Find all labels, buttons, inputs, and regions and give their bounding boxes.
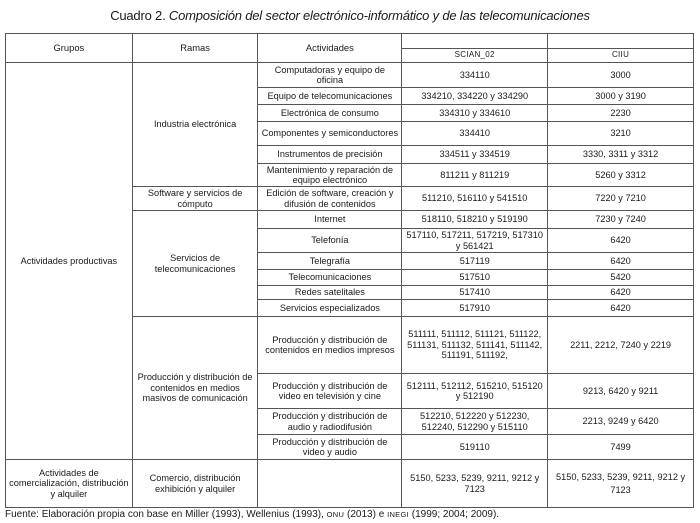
scian-cell: 512210, 512220 y 512230, 512240, 512290 y 515110 <box>402 409 548 435</box>
activity-cell: Edición de software, creación y difusión de contenidos <box>258 187 402 211</box>
scian-cell: 334110 <box>402 63 548 88</box>
group-cell: Actividades productivas <box>6 63 133 460</box>
scian-cell: 517119 <box>402 253 548 270</box>
ciiu-cell: 6420 <box>548 253 694 270</box>
activity-cell: Internet <box>258 211 402 229</box>
branch-cell: Software y servicios de cómputo <box>132 187 258 211</box>
scian-cell: 511210, 516110 y 541510 <box>402 187 548 211</box>
activity-cell: Producción y distribución de video y audio <box>258 435 402 460</box>
title-italic: Composición del sector electrónico-informático y de las telecomunicaciones <box>168 8 590 23</box>
ciiu-cell: 7230 y 7240 <box>548 211 694 229</box>
ciiu-cell: 3330, 3311 y 3312 <box>548 146 694 164</box>
branch-cell: Industria electrónica <box>132 63 258 187</box>
activity-cell: Instrumentos de precisión <box>258 146 402 164</box>
scian-cell: 517110, 517211, 517219, 517310 y 561421 <box>402 229 548 253</box>
activity-cell: Servicios especializados <box>258 300 402 317</box>
scian-cell: 517510 <box>402 270 548 286</box>
table-title <box>0 8 700 23</box>
table-row <box>6 63 694 88</box>
activity-cell: Producción y distribución de audio y radiodifusión <box>258 409 402 435</box>
activity-cell: Computadoras y equipo de oficina <box>258 63 402 88</box>
table-row <box>6 460 694 508</box>
footer-mid: (2013) e <box>344 509 388 520</box>
source-footnote <box>5 509 499 520</box>
ciiu-cell: 5260 y 3312 <box>548 164 694 187</box>
scian-cell: 517910 <box>402 300 548 317</box>
header-ramas: Ramas <box>132 34 258 63</box>
ciiu-cell: 5420 <box>548 270 694 286</box>
activity-cell: Mantenimiento y reparación de equipo electrónico <box>258 164 402 187</box>
branch-cell: Producción y distribución de contenidos en medios masivos de comunicación <box>132 317 258 460</box>
scian-cell: 519110 <box>402 435 548 460</box>
ciiu-cell: 3210 <box>548 122 694 146</box>
scian-cell: 334210, 334220 y 334290 <box>402 88 548 105</box>
header-scian: SCIAN_02 <box>402 49 548 63</box>
ciiu-cell: 7499 <box>548 435 694 460</box>
footer-inegi: INEGI <box>387 510 409 519</box>
header-actividades: Actividades <box>258 34 402 63</box>
activity-cell: Producción y distribución de contenidos en medios impresos <box>258 317 402 374</box>
ciiu-cell: 6420 <box>548 229 694 253</box>
title-prefix: Cuadro 2. <box>110 8 169 23</box>
footer-suffix: (1999; 2004; 2009). <box>408 509 500 520</box>
scian-cell: 5150, 5233, 5239, 9211, 9212 y 7123 <box>402 460 548 508</box>
footer-prefix: Fuente: Elaboración propia con base en Miller (1993), Wellenius (1993), <box>5 509 327 520</box>
activity-cell: Telegrafía <box>258 253 402 270</box>
activity-cell: Producción y distribución de video en televisión y cine <box>258 374 402 409</box>
activity-cell: Componentes y semiconductores <box>258 122 402 146</box>
ciiu-cell: 3000 <box>548 63 694 88</box>
ciiu-cell: 3000 y 3190 <box>548 88 694 105</box>
ciiu-cell: 2230 <box>548 105 694 122</box>
scian-cell: 811211 y 811219 <box>402 164 548 187</box>
ciiu-cell: 6420 <box>548 286 694 300</box>
activity-cell: Electrónica de consumo <box>258 105 402 122</box>
header-grupos: Grupos <box>6 34 133 63</box>
header-empty-1 <box>402 34 548 49</box>
branch-cell: Comercio, distribución exhibición y alquiler <box>132 460 258 508</box>
scian-cell: 334511 y 334519 <box>402 146 548 164</box>
ciiu-cell: 9213, 6420 y 9211 <box>548 374 694 409</box>
scian-cell: 517410 <box>402 286 548 300</box>
activity-cell: Telecomunicaciones <box>258 270 402 286</box>
scian-cell: 334410 <box>402 122 548 146</box>
group-cell: Actividades de comercialización, distribución y alquiler <box>6 460 133 508</box>
ciiu-cell: 7220 y 7210 <box>548 187 694 211</box>
activity-cell: Redes satelitales <box>258 286 402 300</box>
ciiu-cell: 2211, 2212, 7240 y 2219 <box>548 317 694 374</box>
footer-onu: ONU <box>326 510 345 519</box>
scian-cell: 334310 y 334610 <box>402 105 548 122</box>
header-row <box>6 34 694 49</box>
header-ciiu: CIIU <box>548 49 694 63</box>
activity-cell: Equipo de telecomunicaciones <box>258 88 402 105</box>
scian-cell: 511111, 511112, 511121, 511122, 511131, 511132, 511141, 511142, 511191, 511192, <box>402 317 548 374</box>
activity-cell <box>258 460 402 508</box>
composition-table <box>5 33 694 508</box>
activity-cell: Telefonía <box>258 229 402 253</box>
ciiu-cell: 2213, 9249 y 6420 <box>548 409 694 435</box>
ciiu-cell: 5150, 5233, 5239, 9211, 9212 y 7123 <box>548 460 694 508</box>
ciiu-cell: 6420 <box>548 300 694 317</box>
header-empty-2 <box>548 34 694 49</box>
branch-cell: Servicios de telecomunicaciones <box>132 211 258 317</box>
scian-cell: 518110, 518210 y 519190 <box>402 211 548 229</box>
scian-cell: 512111, 512112, 515210, 515120 y 512190 <box>402 374 548 409</box>
